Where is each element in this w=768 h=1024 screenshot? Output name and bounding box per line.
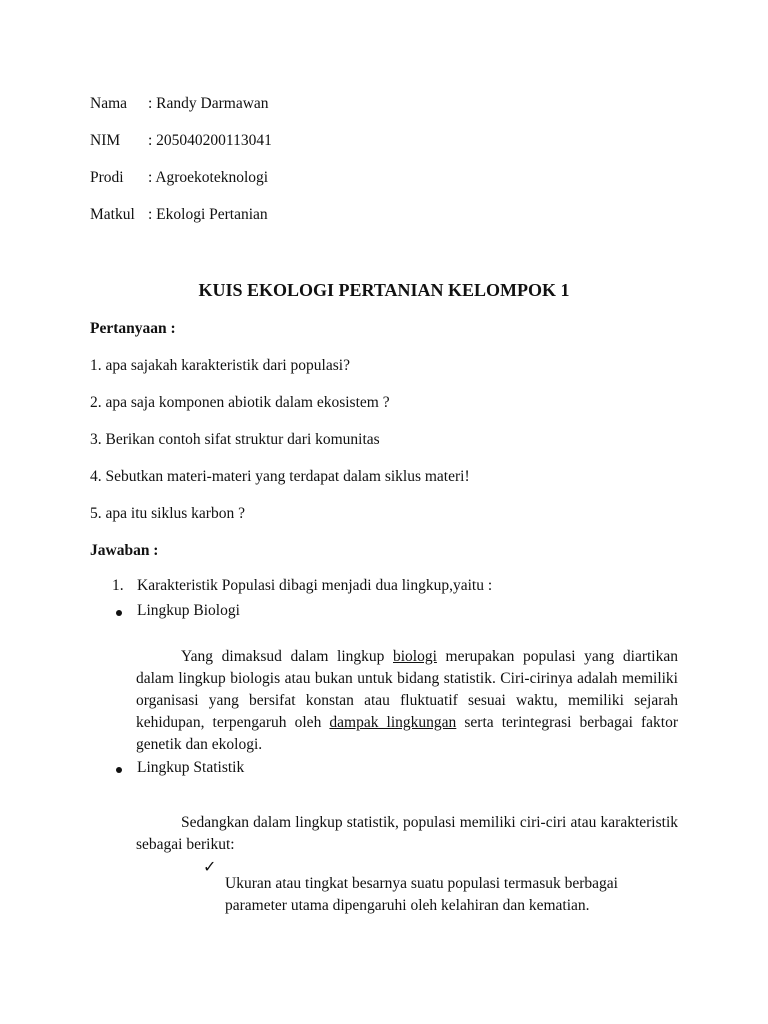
question-item: 3. Berikan contoh sifat struktur dari komunitas: [90, 431, 380, 448]
identity-value: : Agroekoteknologi: [148, 169, 269, 186]
identity-row-prodi: [90, 169, 268, 187]
paragraph-statistik: Sedangkan dalam lingkup statistik, populasi memiliki ciri-ciri atau karakteristik sebagai berikut:: [136, 813, 678, 853]
identity-row-matkul: [90, 206, 268, 224]
question-item: 1. apa sajakah karakteristik dari populasi?: [90, 357, 350, 374]
identity-value: : Ekologi Pertanian: [148, 206, 268, 223]
subsection-title-biologi: Lingkup Biologi: [137, 602, 240, 619]
checkmark-icon: ✓: [203, 859, 217, 876]
answers-heading: Jawaban :: [90, 542, 159, 559]
bullet-icon: [116, 767, 122, 773]
link-dampak-lingkungan[interactable]: dampak lingkungan: [329, 713, 457, 731]
identity-value: : Randy Darmawan: [148, 95, 269, 112]
identity-row-nama: [90, 95, 269, 113]
link-biologi[interactable]: biologi: [393, 647, 437, 665]
identity-label: NIM: [90, 132, 121, 149]
check-item: Ukuran atau tingkat besarnya suatu populasi termasuk berbagai parameter utama dipengaruhi oleh kelahiran dan kematian.: [225, 874, 618, 914]
para-text: merupakan populasi yang diartikan dalam lingkup biologis atau bukan untuk bidang statistik. Ciri-cirinya adalah memiliki organisasi yang bersifat konstan atau fluktuatif sesuai waktu, memiliki sejarah kehidupan, terpengaruh oleh: [136, 647, 678, 731]
para-text: serta terintegrasi berbagai faktor genetik dan ekologi.: [136, 713, 678, 753]
identity-value: : 205040200113041: [148, 132, 272, 149]
para-text: Yang dimaksud dalam lingkup: [181, 647, 393, 665]
identity-label: Matkul: [90, 206, 135, 223]
subsection-title-statistik: Lingkup Statistik: [137, 759, 245, 776]
bullet-icon: [116, 610, 122, 616]
questions-heading: Pertanyaan :: [90, 320, 176, 337]
question-item: 2. apa saja komponen abiotik dalam ekosistem ?: [90, 394, 390, 411]
document-title: KUIS EKOLOGI PERTANIAN KELOMPOK 1: [198, 280, 570, 300]
answer-number: 1.: [112, 577, 124, 594]
question-item: 5. apa itu siklus karbon ?: [90, 505, 245, 522]
identity-row-nim: [90, 132, 272, 150]
identity-label: Nama: [90, 95, 128, 112]
paragraph-biologi: [136, 646, 678, 756]
answer-text: Karakteristik Populasi dibagi menjadi dua lingkup,yaitu :: [137, 577, 493, 594]
identity-label: Prodi: [90, 169, 124, 186]
question-item: 4. Sebutkan materi-materi yang terdapat dalam siklus materi!: [90, 468, 470, 485]
